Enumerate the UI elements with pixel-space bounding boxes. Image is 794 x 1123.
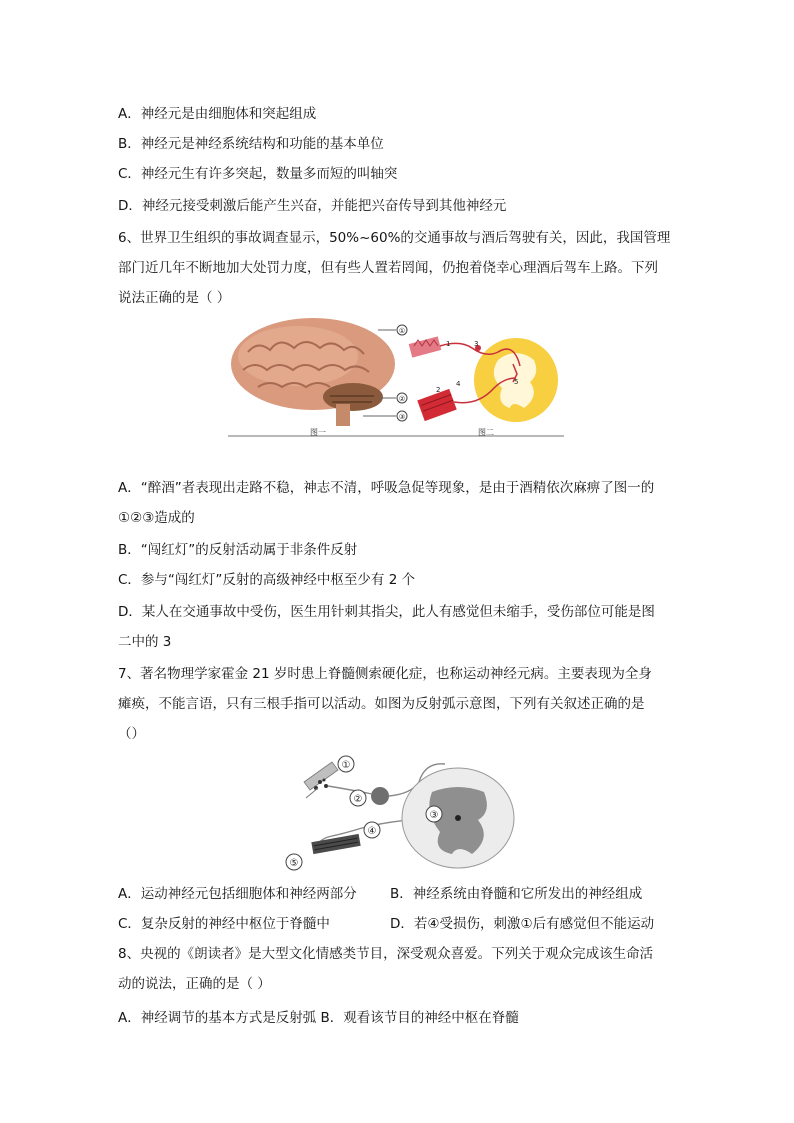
q6-option-b: B．“闯红灯”的反射活动属于非条件反射 [118,542,358,558]
q6-option-d-line-1: D．某人在交通事故中受伤，医生用针刺其指尖，此人有感觉但未缩手，受伤部位可能是图 [118,604,655,620]
q7-figure [282,752,518,874]
q8-stem-line-2: 动的说法，正确的是（ ） [118,976,271,992]
q6-option-a-line-1: A．“醉酒”者表现出走路不稳，神志不清，呼吸急促等现象，是由于酒精依次麻痹了图一的 [118,480,655,496]
fig1-label-2: ② [398,395,406,403]
fig2-label-5: 5 [514,378,519,386]
q8-options-ab: A．神经调节的基本方式是反射弧 B．观看该节目的神经中枢在脊髓 [118,1010,519,1026]
ganglion [371,787,389,805]
q7-stem-line-3: （） [118,726,145,742]
q6-stem-line-3: 说法正确的是（ ） [118,290,231,306]
q7-option-b: B．神经系统由脊髓和它所发出的神经组成 [390,886,643,902]
q7-option-a: A．运动神经元包括细胞体和神经两部分 [118,886,357,902]
fig-label-5: ⑤ [289,858,299,869]
q6-option-a-line-2: ①②③造成的 [118,510,195,526]
fig-label-4: ④ [367,826,377,837]
fig2-label-3: 3 [474,340,479,348]
brain-illustration [231,318,395,426]
q6-option-c: C．参与“闯红灯”反射的高级神经中枢至少有 2 个 [118,572,416,588]
fig2-label-1: 1 [446,340,451,348]
fig-label-2: ② [353,794,363,805]
q6-stem-line-1: 6、世界卫生组织的事故调查显示，50%~60%的交通事故与酒后驾驶有关，因此，我国管理 [118,230,671,246]
q5-option-d: D．神经元接受刺激后能产生兴奋，并能把兴奋传导到其他神经元 [118,198,507,214]
q7-stem-line-2: 瘫痪，不能言语，只有三根手指可以活动。如图为反射弧示意图，下列有关叙述正确的是 [118,696,645,712]
fig2-label-2: 2 [436,386,441,394]
q5-option-a: A．神经元是由细胞体和突起组成 [118,106,317,122]
fig2-caption: 图二 [478,428,494,437]
spinal-cord-illustration [402,768,514,868]
fig1-label-1: ① [398,327,406,335]
fig1-label-3: ③ [398,413,406,421]
q8-stem-line-1: 8、央视的《朗读者》是大型文化情感类节目，深受观众喜爱。下列关于观众完成该生命活 [118,946,654,962]
fig1-caption: 图一 [310,428,326,437]
q6-figure [228,312,568,442]
reflex-arc-illustration [409,336,558,422]
fig-label-3: ③ [429,810,439,821]
q5-option-c: C．神经元生有许多突起，数量多而短的叫轴突 [118,166,398,182]
q6-option-d-line-2: 二中的 3 [118,634,172,650]
q7-option-c: C．复杂反射的神经中枢位于脊髓中 [118,916,330,932]
q5-option-b: B．神经元是神经系统结构和功能的基本单位 [118,136,384,152]
q7-option-d: D．若④受损伤，刺激①后有感觉但不能运动 [390,916,655,932]
receptor-illustration [304,762,338,798]
fig-label-1: ① [341,760,351,771]
q6-stem-line-2: 部门近几年不断地加大处罚力度，但有些人置若罔闻，仍抱着侥幸心理酒后驾车上路。下列 [118,260,658,276]
q7-stem-line-1: 7、著名物理学家霍金 21 岁时患上脊髓侧索硬化症，也称运动神经元病。主要表现为全身 [118,666,652,682]
fig2-label-4: 4 [456,380,461,388]
effector-muscle [311,834,360,854]
